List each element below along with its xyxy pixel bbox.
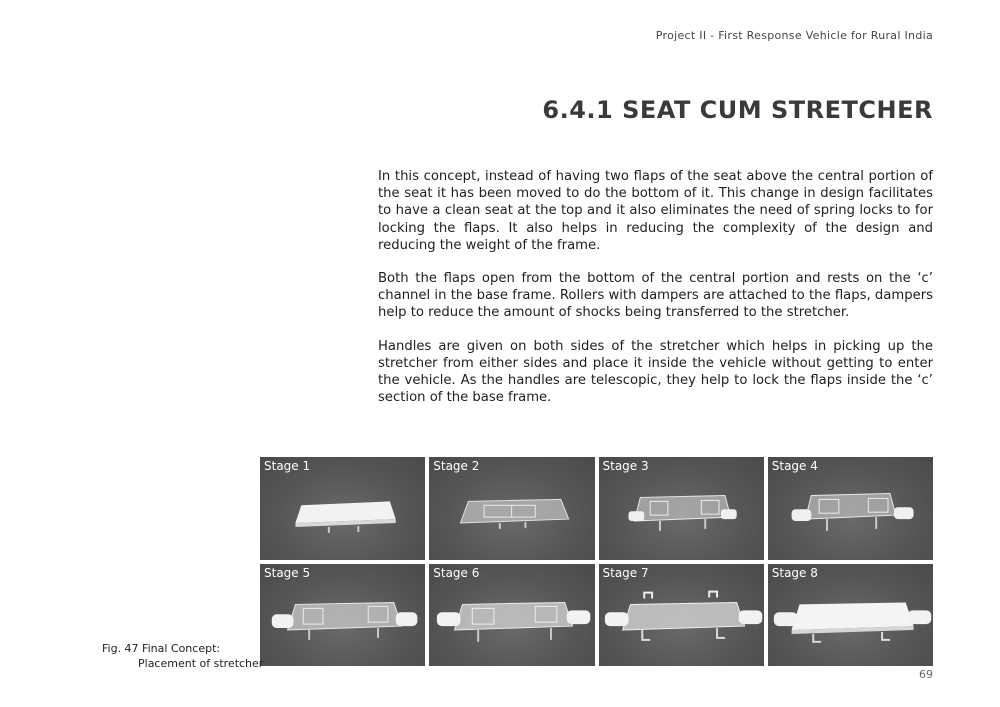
stage-image-grid: [260, 457, 933, 666]
stage-5-image: [260, 564, 425, 667]
section-title: 6.4.1 SEAT CUM STRETCHER: [542, 96, 933, 124]
stage-4-image: [768, 457, 933, 560]
stage-1-image: [260, 457, 425, 560]
stage-5-label: Stage 5: [264, 565, 311, 580]
stage-2-label: Stage 2: [433, 459, 480, 473]
paragraph-1: In this concept, instead of having two flaps of the seat above the central portion of the seat it has been moved to do the bottom of it. This change in design facilitates to have a clean seat at the top and it also eliminates the need of spring locks to for locking the flaps. It also helps in reducing the complexity of the design and reducing the weight of the frame.: [378, 169, 933, 253]
stage-6-label: Stage 6: [433, 565, 480, 580]
stage-1-label: Stage 1: [264, 459, 311, 473]
stage-6-image: [429, 564, 594, 667]
stage-7-image: [599, 564, 764, 667]
stage-2-image: [429, 457, 594, 560]
page-number: 69: [919, 668, 933, 681]
caption-line-2: Placement of stretcher: [138, 657, 264, 670]
stage-3-image: [599, 457, 764, 560]
body-text: [378, 168, 933, 422]
paragraph-2: Both the flaps open from the bottom of the central portion and rests on the ‘c’ channel in the base frame. Rollers with dampers are attached to the flaps, dampers help to reduce the amount of shocks being transferred to the stretcher.: [378, 271, 933, 321]
stage-8-image: [768, 564, 933, 667]
stage-3-label: Stage 3: [602, 459, 649, 473]
paragraph-3: Handles are given on both sides of the stretcher which helps in picking up the stretcher from either sides and place it inside the vehicle without getting to enter the vehicle. As the handles are telescopic, they help to lock the flaps inside the ‘c’ section of the base frame.: [378, 338, 933, 406]
figure-caption: [102, 641, 263, 671]
running-header: Project II - First Response Vehicle for Rural India: [655, 29, 933, 42]
stage-8-label: Stage 8: [771, 565, 818, 580]
caption-line-1: Fig. 47 Final Concept:: [102, 642, 221, 655]
stage-4-label: Stage 4: [771, 459, 818, 473]
stage-7-label: Stage 7: [602, 565, 649, 580]
